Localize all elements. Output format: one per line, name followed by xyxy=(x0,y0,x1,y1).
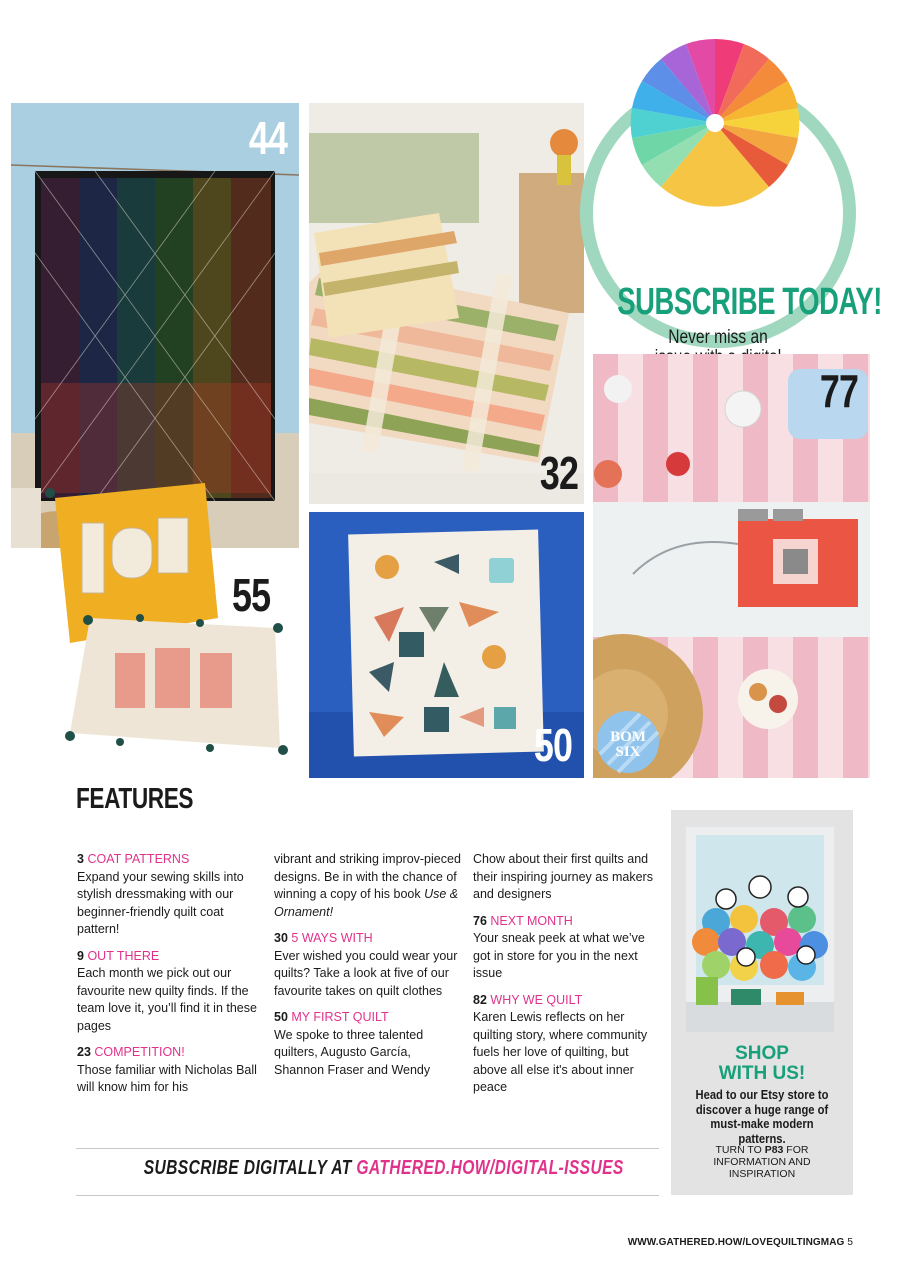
feature-item[interactable]: 9 OUT THERE Each month we pick out our favourite new quilty finds. If the team love it, you’ll find it in these pages xyxy=(77,948,257,1033)
feature-item[interactable]: 3 COAT PATTERNS Expand your sewing skills into stylish dressmaking with our beginner-friendly quilt coat pattern! xyxy=(77,852,244,936)
subscribe-title: SUBSCRIBE TODAY! xyxy=(617,281,883,323)
page-number-32: 32 xyxy=(539,447,578,499)
photo-cushions xyxy=(40,478,302,778)
page-number-50: 50 xyxy=(533,719,572,771)
subscribe-digitally-banner xyxy=(76,1157,659,1180)
feature-item[interactable]: 23 COMPETITION! Those familiar with Nicholas Ball will know him for his xyxy=(77,1045,257,1094)
features-column-1 xyxy=(77,851,267,1106)
page-footer xyxy=(628,1237,853,1248)
shop-body: Head to our Etsy store to discover a huge range of must-make modern patterns. xyxy=(695,1087,829,1146)
features-column-2 xyxy=(274,851,464,1088)
feature-item[interactable]: 30 5 WAYS WITH Ever wished you could wear your quilts? Take a look at five of our favourite takes on quilt clothes xyxy=(274,931,458,998)
digital-issues-link[interactable]: GATHERED.HOW/DIGITAL-ISSUES xyxy=(356,1157,624,1179)
page-number-55: 55 xyxy=(232,569,271,621)
shop-panel[interactable] xyxy=(671,810,853,1195)
bom-number: SIX xyxy=(615,744,641,760)
feature-item[interactable]: 82 WHY WE QUILT Karen Lewis reflects on her quilting story, where community fuels her love of quilting, but above all else it's about inner peace xyxy=(473,992,648,1094)
bom-label: BOM xyxy=(610,729,646,745)
cushions-illustration xyxy=(40,478,302,778)
features-heading: FEATURES xyxy=(76,783,194,815)
footer-page-number: 5 xyxy=(847,1237,853,1248)
page-number-77: 77 xyxy=(819,365,858,417)
page-number-44: 44 xyxy=(248,112,287,164)
panda-quilt-illustration xyxy=(686,827,834,1032)
feature-continued: Chow about their first quilts and their inspiring journey as makers and designers xyxy=(473,852,653,901)
photo-geometric-quilt xyxy=(309,512,584,778)
subscribe-fan-number: 20 xyxy=(700,230,736,274)
bom-badge xyxy=(596,710,660,774)
shop-page-ref: P83 xyxy=(764,1144,784,1156)
striped-quilt-illustration xyxy=(309,103,584,504)
photo-camera-quilt xyxy=(593,354,870,778)
feature-continued: vibrant and striking improv-pieced designs. Be in with the chance of winning a copy of his book Use & Ornament! xyxy=(274,852,461,919)
photo-striped-quilt xyxy=(309,103,584,504)
divider-bottom xyxy=(76,1195,659,1196)
divider-top xyxy=(76,1148,659,1149)
panda-quilt-photo xyxy=(686,827,834,1032)
fabric-fan-icon xyxy=(630,38,800,208)
feature-item[interactable]: 76 NEXT MONTH Your sneak peek at what we’ve got in store for you in the next issue xyxy=(473,913,645,980)
shop-turn-to: TURN TO P83 FOR INFORMATION AND INSPIRATION xyxy=(713,1144,811,1180)
shop-title: SHOP WITH US! xyxy=(718,1043,806,1084)
digital-prefix: SUBSCRIBE DIGITALLY AT xyxy=(143,1157,357,1179)
feature-item[interactable]: 50 MY FIRST QUILT We spoke to three talented quilters, Augusto García, Shannon Fraser and Wendy xyxy=(274,1010,431,1077)
subscribe-body: Never miss an xyxy=(668,327,768,348)
subscribe-badge[interactable] xyxy=(578,78,883,348)
features-column-3 xyxy=(473,851,663,1106)
footer-url[interactable]: WWW.GATHERED.HOW/LOVEQUILTINGMAG xyxy=(627,1237,845,1248)
